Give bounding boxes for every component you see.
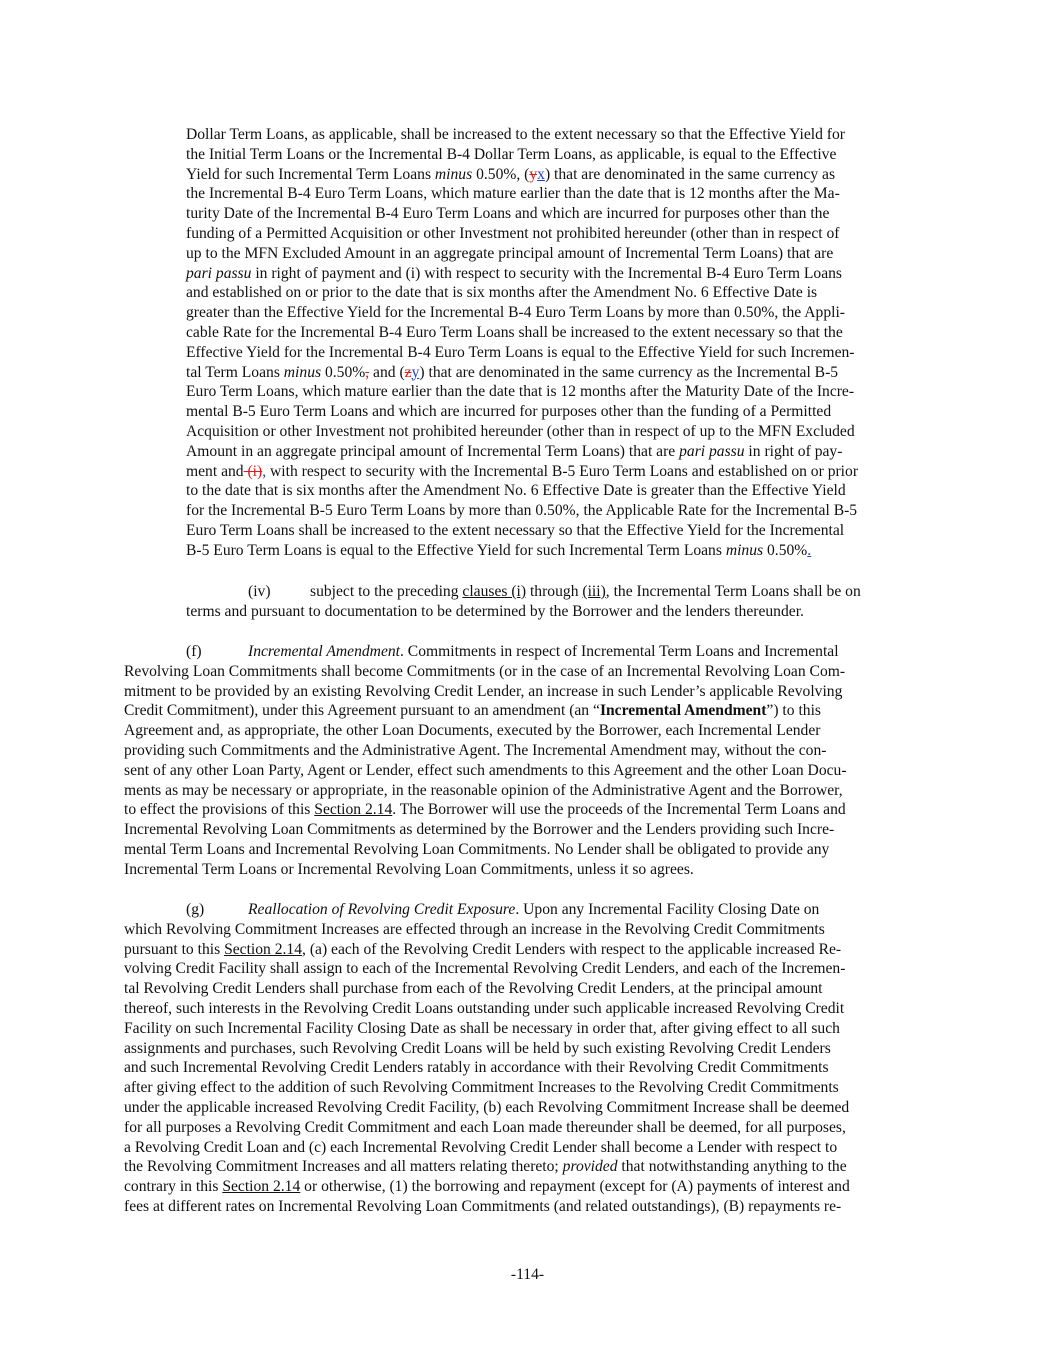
italic-term: minus [283, 363, 322, 381]
italic-term: minus [725, 541, 764, 559]
cross-reference-link[interactable]: (iii) [582, 583, 606, 600]
text-line: pari passu in right of payment and (i) with respect to security with the Incremental B-4 Euro Term Loans [186, 264, 843, 282]
text-line: ment and (i), with respect to security with the Incremental B-5 Euro Term Loans and established on or prior [186, 462, 859, 480]
text-line: for the Incremental B-5 Euro Term Loans by more than 0.50%, the Applicable Rate for the Incremental B-5 [186, 502, 858, 520]
text-line: Acquisition or other Investment not prohibited hereunder (other than in respect of up to the MFN Excluded [186, 422, 855, 440]
clause-label: (iv) [248, 583, 271, 600]
text-line: Euro Term Loans shall be increased to the extent necessary so that the Effective Yield for the Incremental [186, 521, 845, 539]
text-line: volving Credit Facility shall assign to each of the Incremental Revolving Credit Lenders, and each of the Incremen- [124, 960, 846, 978]
inserted-text: y [411, 363, 420, 381]
text-line: under the applicable increased Revolving Credit Facility, (b) each Revolving Commitment Increase shall be deemed [124, 1098, 850, 1116]
text-line: the Revolving Commitment Increases and all matters relating thereto; provided that notwithstanding anything to the [124, 1158, 847, 1176]
text-line: turity Date of the Incremental B-4 Euro Term Loans and which are incurred for purposes other than the [186, 205, 830, 223]
clause-heading: Reallocation of Revolving Credit Exposure [248, 901, 516, 918]
text-line: greater than the Effective Yield for the Incremental B-4 Euro Term Loans by more than 0.50%, the Appli- [186, 304, 845, 322]
page-number: -114- [510, 1266, 545, 1283]
italic-term: minus [434, 165, 473, 183]
deleted-text: z [404, 363, 412, 381]
text-line: mitment to be provided by an existing Revolving Credit Lender, an increase in such Lender’s applicable Revolving [124, 682, 843, 700]
text-line: fees at different rates on Incremental Revolving Loan Commitments (and related outstandings), (B) repayments re- [124, 1197, 842, 1215]
text-line: cable Rate for the Incremental B-4 Euro Term Loans shall be increased to the extent necessary so that the [186, 323, 843, 341]
cross-reference-link[interactable]: clauses (i) [462, 583, 527, 600]
italic-term: pari passu [186, 264, 252, 282]
deleted-text: (i) [243, 462, 263, 480]
text-line: thereof, such interests in the Revolving Credit Loans outstanding under such applicable increased Revolving Credit [124, 999, 845, 1017]
text-line: Credit Commitment), under this Agreement pursuant to an amendment (an “Incremental Amendment”) to this [124, 702, 821, 720]
text-line: the Incremental B-4 Euro Term Loans, which mature earlier than the date that is 12 months after the Ma- [186, 185, 840, 203]
text-line: pursuant to this Section 2.14, (a) each of the Revolving Credit Lenders with respect to the applicable increased Re- [124, 940, 842, 958]
text-line: after giving effect to the addition of such Revolving Commitment Increases to the Revolving Credit Commitments [124, 1079, 839, 1097]
text-line: assignments and purchases, such Revolving Credit Loans will be held by such existing Revolving Credit Lenders [124, 1039, 831, 1057]
clause-label: (g) [186, 901, 205, 918]
clause-f [124, 642, 934, 880]
text-line: B-5 Euro Term Loans is equal to the Effective Yield for such Incremental Term Loans minus 0.50%. [186, 541, 812, 559]
inserted-text: x [537, 165, 545, 183]
text-line: sent of any other Loan Party, Agent or Lender, effect such amendments to this Agreement and the other Loan Docu- [124, 761, 847, 779]
text-line: and such Incremental Revolving Credit Lenders ratably in accordance with their Revolving Credit Commitments [124, 1059, 829, 1077]
text-line: tal Revolving Credit Lenders shall purchase from each of the Revolving Credit Lenders, at the principal amount [124, 980, 823, 998]
text-line: the Initial Term Loans or the Incremental B-4 Dollar Term Loans, as applicable, is equal to the Effective [186, 145, 837, 163]
text-line: Facility on such Incremental Facility Closing Date as shall be necessary in order that, after giving effect to all such [124, 1019, 840, 1037]
text-line: and established on or prior to the date that is six months after the Amendment No. 6 Effective Date is [186, 284, 818, 302]
section-reference-link[interactable]: Section 2.14 [224, 940, 303, 958]
text-line: to effect the provisions of this Section 2.14. The Borrower will use the proceeds of the Incremental Term Loans and [124, 801, 846, 819]
text-line: (iv) subject to the preceding clauses (i) through (iii), the Incremental Term Loans shall be on [248, 583, 861, 600]
text-line: ments as may be necessary or appropriate, in the reasonable opinion of the Administrative Agent and the Borrower, [124, 781, 843, 799]
text-line: funding of a Permitted Acquisition or other Investment not prohibited hereunder (other than in respect of [186, 224, 840, 242]
italic-term: pari passu [679, 442, 745, 460]
text-line: to the date that is six months after the Amendment No. 6 Effective Date is greater than the Effective Yield [186, 482, 846, 500]
text-line: Amount in an aggregate principal amount of Incremental Term Loans) that are pari passu in right of pay- [186, 442, 843, 460]
text-line: Yield for such Incremental Term Loans minus 0.50%, (yx) that are denominated in the same currency as [186, 165, 836, 183]
clause-heading: Incremental Amendment [248, 643, 400, 660]
inserted-text: . [807, 541, 812, 559]
text-line: tal Term Loans minus 0.50%, and (zy) that are denominated in the same currency as the Incremental B-5 [186, 363, 839, 381]
text-line: Incremental Term Loans or Incremental Revolving Loan Commitments, unless it so agrees. [124, 860, 694, 878]
text-line: terms and pursuant to documentation to be determined by the Borrower and the lenders thereunder. [186, 602, 804, 620]
section-reference-link[interactable]: Section 2.14 [314, 801, 393, 819]
text-line: Dollar Term Loans, as applicable, shall be increased to the extent necessary so that the Effective Yield for [186, 126, 845, 143]
text-line: a Revolving Credit Loan and (c) each Incremental Revolving Credit Lender shall become a Lender with respect to [124, 1138, 838, 1156]
paragraph-continuation [186, 125, 934, 561]
text-line: Euro Term Loans, which mature earlier than the date that is 12 months after the Maturity Date of the Incre- [186, 383, 855, 401]
text-line: Incremental Revolving Loan Commitments as determined by the Borrower and the Lenders providing such Incre- [124, 821, 835, 839]
text-line: (f) Incremental Amendment. Commitments in respect of Incremental Term Loans and Incremental [186, 643, 839, 660]
defined-term: Incremental Amendment [599, 702, 767, 720]
text-line: which Revolving Commitment Increases are effected through an increase in the Revolving Credit Commitments [124, 920, 825, 938]
text-line: (g) Reallocation of Revolving Credit Exposure. Upon any Incremental Facility Closing Date on [186, 901, 820, 918]
text-line: Agreement and, as appropriate, the other Loan Documents, executed by the Borrower, each Incremental Lender [124, 722, 821, 740]
text-line: Effective Yield for the Incremental B-4 Euro Term Loans is equal to the Effective Yield for such Incremen- [186, 343, 855, 361]
text-line: contrary in this Section 2.14 or otherwise, (1) the borrowing and repayment (except for (A) payments of interest and [124, 1178, 850, 1196]
text-line: for all purposes a Revolving Credit Commitment and each Loan made thereunder shall be deemed, for all purposes, [124, 1118, 846, 1136]
clause-g [124, 900, 934, 1217]
deleted-text: y [529, 165, 538, 183]
section-reference-link[interactable]: Section 2.14 [222, 1178, 301, 1196]
text-line: mental Term Loans and Incremental Revolving Loan Commitments. No Lender shall be obligated to provide any [124, 840, 830, 858]
text-line: mental B-5 Euro Term Loans and which are incurred for purposes other than the funding of a Permitted [186, 403, 832, 421]
inserted-text: , [262, 462, 267, 480]
text-line: up to the MFN Excluded Amount in an aggregate principal amount of Incremental Term Loans) that are [186, 244, 834, 262]
text-line: providing such Commitments and the Administrative Agent. The Incremental Amendment may, without the con- [124, 741, 827, 759]
clause-iv [186, 582, 934, 622]
deleted-text: , [365, 363, 370, 381]
italic-term: provided [562, 1158, 618, 1176]
text-line: Revolving Loan Commitments shall become Commitments (or in the case of an Incremental Revolving Loan Com- [124, 662, 846, 680]
clause-label: (f) [186, 643, 202, 660]
